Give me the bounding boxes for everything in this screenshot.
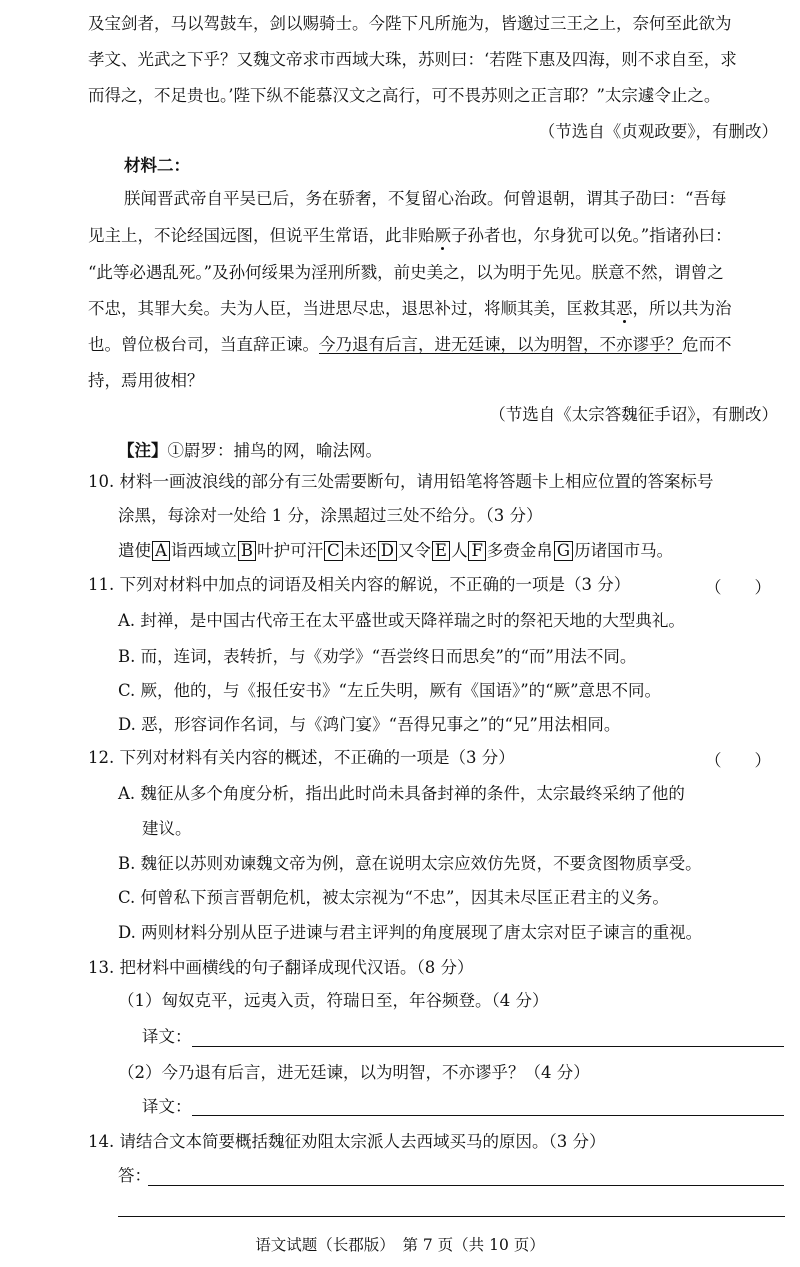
break-mark[interactable]: F <box>468 541 485 561</box>
passage-line <box>88 334 732 356</box>
answer-parentheses[interactable]: （ ） <box>705 751 771 770</box>
option-a-cont: 建议。 <box>142 819 192 838</box>
question-14-stem: 14. 请结合文本简要概括魏征劝阻太宗派人去西域买马的原因。（3 分） <box>88 1132 606 1151</box>
sentence-segment: 诣西域立 <box>170 541 237 560</box>
passage-line: 持，焉用彼相？ <box>88 371 204 390</box>
source-note: （节选自《太宗答魏征手诏》，有删改） <box>489 405 778 424</box>
dotted-word: 厥 <box>434 226 451 245</box>
text-run: 子孙者也，尔身犹可以免。”指诸孙曰： <box>451 226 732 245</box>
sentence-segment: 历诸国市马。 <box>574 541 674 560</box>
sentence-segment: 多赍金帛 <box>486 541 553 560</box>
translation-label: 译文： <box>142 1027 192 1046</box>
material-two-title: 材料二： <box>124 156 190 175</box>
answer-label: 答： <box>118 1166 151 1185</box>
passage-line: 朕闻晋武帝自平吴已后，务在骄奢，不复留心治政。何曾退朝，谓其子劭曰：“吾每 <box>124 189 727 208</box>
page-footer: 语文试题（长郡版） 第 7 页（共 10 页） <box>255 1236 545 1254</box>
sentence-segment: 人 <box>450 541 468 560</box>
answer-line[interactable] <box>192 1115 784 1116</box>
source-note: （节选自《贞观政要》，有删改） <box>538 122 778 141</box>
text-run: 见主上，不论经国远图，但说平生常语，此非贻 <box>88 226 435 245</box>
break-mark[interactable]: D <box>378 541 397 561</box>
question-13-sub1: （1）匈奴克平，远夷入贡，符瑞日至，年谷频登。（4 分） <box>118 991 549 1010</box>
text-run: 危而不 <box>682 335 732 354</box>
footer-divider <box>118 1216 785 1217</box>
sentence-segment: 未还 <box>343 541 377 560</box>
passage-line: 及宝剑者，马以驾鼓车，剑以赐骑士。今陛下凡所施为，皆邈过三王之上，奈何至此欲为 <box>88 14 732 33</box>
sentence-segment: 又令 <box>397 541 431 560</box>
passage-line <box>88 225 732 247</box>
question-10-stem: 涂黑，每涂对一处给 1 分，涂黑超过三处不给分。（3 分） <box>118 506 543 525</box>
question-13-sub2: （2）今乃退有后言，进无廷谏，以为明智，不亦谬乎？（4 分） <box>118 1063 590 1082</box>
question-13-stem: 13. 把材料中画横线的句子翻译成现代汉语。（8 分） <box>88 958 474 977</box>
question-11-stem: 11. 下列对材料中加点的词语及相关内容的解说，不正确的一项是（3 分） <box>88 575 631 594</box>
sentence-segment: 遣使 <box>118 541 151 560</box>
passage-line: “此等必遇乱死。”及孙何绥果为淫刑所戮，前史美之，以为明于先见。朕意不然，谓曾之 <box>88 263 724 282</box>
break-mark[interactable]: C <box>324 541 343 561</box>
answer-line[interactable] <box>148 1185 784 1186</box>
option-d[interactable]: D. 恶，形容词作名词，与《鸿门宴》“吾得兄事之”的“兄”用法相同。 <box>118 715 621 734</box>
text-run: 也。曾位极台司，当直辞正谏。 <box>88 335 319 354</box>
option-b[interactable]: B. 而，连词，表转折，与《劝学》“吾尝终日而思矣”的“而”用法不同。 <box>118 647 637 666</box>
question-12-stem: 12. 下列对材料有关内容的概述，不正确的一项是（3 分） <box>88 748 515 767</box>
passage-line <box>88 298 732 320</box>
option-b[interactable]: B. 魏征以苏则劝谏魏文帝为例，意在说明太宗应效仿先贤，不要贪图物质享受。 <box>118 854 702 873</box>
note-label: 【注】 <box>118 441 168 460</box>
break-mark[interactable]: E <box>432 541 450 561</box>
answer-parentheses[interactable]: （ ） <box>705 578 771 597</box>
dotted-word: 恶 <box>616 299 633 318</box>
option-d[interactable]: D. 两则材料分别从臣子进谏与君主评判的角度展现了唐太宗对臣子谏言的重视。 <box>118 923 703 942</box>
question-10-sentence <box>118 540 673 562</box>
option-c[interactable]: C. 厥，他的，与《报任安书》“左丘失明，厥有《国语》”的“厥”意思不同。 <box>118 681 662 700</box>
footnote <box>118 440 382 462</box>
sentence-segment: 叶护可汗 <box>257 541 324 560</box>
note-text: ①罻罗：捕鸟的网，喻法网。 <box>167 441 382 460</box>
underlined-sentence: 今乃退有后言，进无廷谏，以为明智，不亦谬乎？ <box>319 335 682 354</box>
option-c[interactable]: C. 何曾私下预言晋朝危机，被太宗视为“不忠”，因其未尽匡正君主的义务。 <box>118 888 669 907</box>
break-mark[interactable]: B <box>238 541 256 561</box>
text-run: ，所以共为治 <box>632 299 732 318</box>
question-10-stem: 10. 材料一画波浪线的部分有三处需要断句，请用铅笔将答题卡上相应位置的答案标号 <box>88 472 714 491</box>
passage-line: 而得之，不足贵也。’陛下纵不能慕汉文之高行，可不畏苏则之正言耶？”太宗遽令止之。 <box>88 86 721 105</box>
option-a[interactable]: A. 魏征从多个角度分析，指出此时尚未具备封禅的条件，太宗最终采纳了他的 <box>118 784 685 803</box>
translation-label: 译文： <box>142 1097 192 1116</box>
text-run: 不忠，其罪大矣。夫为人臣，当进思尽忠，退思补过，将顺其美，匡救其 <box>88 299 616 318</box>
break-mark[interactable]: G <box>554 541 573 561</box>
answer-line[interactable] <box>192 1046 784 1047</box>
break-mark[interactable]: A <box>152 541 170 561</box>
option-a[interactable]: A. 封禅，是中国古代帝王在太平盛世或天降祥瑞之时的祭祀天地的大型典礼。 <box>118 611 685 630</box>
passage-line: 孝文、光武之下乎？又魏文帝求市西域大珠，苏则曰：‘若陛下惠及四海，则不求自至，求 <box>88 50 737 69</box>
